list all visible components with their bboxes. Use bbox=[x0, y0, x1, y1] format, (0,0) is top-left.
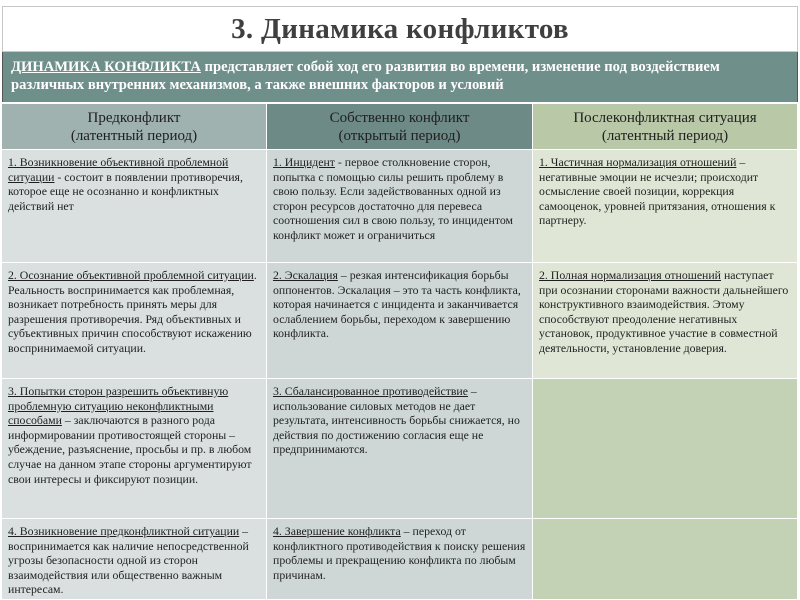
cell-heading: 3. Попытки сторон разрешить объективную проблемную ситуацию неконфликтными способами bbox=[8, 384, 229, 428]
cell-heading: 2. Полная нормализация отношений bbox=[539, 268, 721, 282]
cell-text: . Реальность воспринимается как проблемная, возникает потребность принять меры для разрешения противоречия. Ряд объективных и субъективных причин способствуют искажению воспринимаемой ситуации. bbox=[8, 268, 257, 355]
cell-text: – использование силовых методов не дает результата, интенсивность борьбы снижается, но действия по достижению согласия еще не предпринимаются. bbox=[273, 384, 520, 457]
column-header-title: Предконфликт bbox=[87, 109, 181, 126]
cell-heading: 2. Эскалация bbox=[273, 268, 338, 282]
definition-text: представляет собой ход его развития во времени, изменение под воздействием различных внутренних механизмов, а также внешних факторов и условий bbox=[11, 59, 720, 93]
table-cell bbox=[267, 519, 533, 600]
cell-heading: 1. Частичная нормализация отношений bbox=[539, 155, 737, 169]
cell-heading: 2. Осознание объективной проблемной ситуации bbox=[8, 268, 254, 282]
cell-text: – воспринимается как наличие непосредственной угрозы безопасности одной из сторон взаимодействия или общественно важным интересам. bbox=[8, 524, 249, 597]
column-header-open-conflict bbox=[267, 104, 533, 150]
table-cell-empty bbox=[533, 379, 798, 519]
column-header-postconflict bbox=[533, 104, 798, 150]
table-cell bbox=[2, 379, 267, 519]
title-box bbox=[2, 6, 798, 52]
cell-text: – резкая интенсификация борьбы оппонентов. Эскалация – это та часть конфликта, которая начинается с инцидента и заканчивается ослаблением борьбы, переходом к завершению конфликта. bbox=[273, 268, 521, 341]
table-cell bbox=[533, 263, 798, 379]
dynamics-table bbox=[2, 104, 798, 600]
column-header-title: Послеконфликтная ситуация bbox=[573, 109, 757, 126]
table-cell bbox=[267, 379, 533, 519]
cell-text: – переход от конфликтного противодействия к поиску решения проблемы и прекращению конфликта по любым причинам. bbox=[273, 524, 526, 582]
cell-text: наступает при осознании сторонами важности дальнейшего конструктивного взаимодействия. Этому способствуют преодоление негативных установок, продуктивное участие в совместной деятельности, установление доверия. bbox=[539, 268, 789, 355]
cell-text: – заключаются в разного рода информировании противостоящей стороны – убеждение, разъяснение, просьбы и пр. в любом случае на данном этапе стороны аргументируют свои интересы и фиксируют позиции. bbox=[8, 413, 252, 486]
cell-heading: 4. Завершение конфликта bbox=[273, 524, 401, 538]
column-header-subtitle: (открытый период) bbox=[338, 127, 461, 144]
cell-heading: 3. Сбалансированное противодействие bbox=[273, 384, 468, 398]
cell-heading: 1. Возникновение объективной проблемной ситуации bbox=[8, 155, 229, 184]
table-cell bbox=[2, 263, 267, 379]
cell-text: - состоит в появлении противоречия, которое еще не осознанно и конфликтных действий нет bbox=[8, 169, 243, 213]
definition-bar bbox=[2, 52, 798, 102]
column-header-title: Собственно конфликт bbox=[329, 109, 470, 126]
table-cell bbox=[2, 150, 267, 263]
column-header-subtitle: (латентный период) bbox=[601, 127, 729, 144]
cell-heading: 4. Возникновение предконфликтной ситуации bbox=[8, 524, 240, 538]
column-header-preconflict bbox=[2, 104, 267, 150]
table-cell bbox=[267, 150, 533, 263]
column-header-subtitle: (латентный период) bbox=[70, 127, 198, 144]
cell-text: - первое столкновение сторон, попытка с помощью силы решить проблему в свою пользу. Если задействованных одной из сторон ресурсов достаточно для перевеса соотношения сил в свою пользу, то инцидентом конфликт может и ограничиться bbox=[273, 155, 513, 242]
table-cell-empty bbox=[533, 519, 798, 600]
table-cell bbox=[2, 519, 267, 600]
page-title: 3. Динамика конфликтов bbox=[231, 12, 569, 45]
definition-term: ДИНАМИКА КОНФЛИКТА bbox=[11, 59, 201, 75]
cell-text: – негативные эмоции не исчезли; происходит осмысление своей позиции, коррекция самооценок, уровней притязания, отношения к партнеру. bbox=[539, 155, 776, 228]
table-cell bbox=[267, 263, 533, 379]
cell-heading: 1. Инцидент bbox=[273, 155, 335, 169]
table-cell bbox=[533, 150, 798, 263]
